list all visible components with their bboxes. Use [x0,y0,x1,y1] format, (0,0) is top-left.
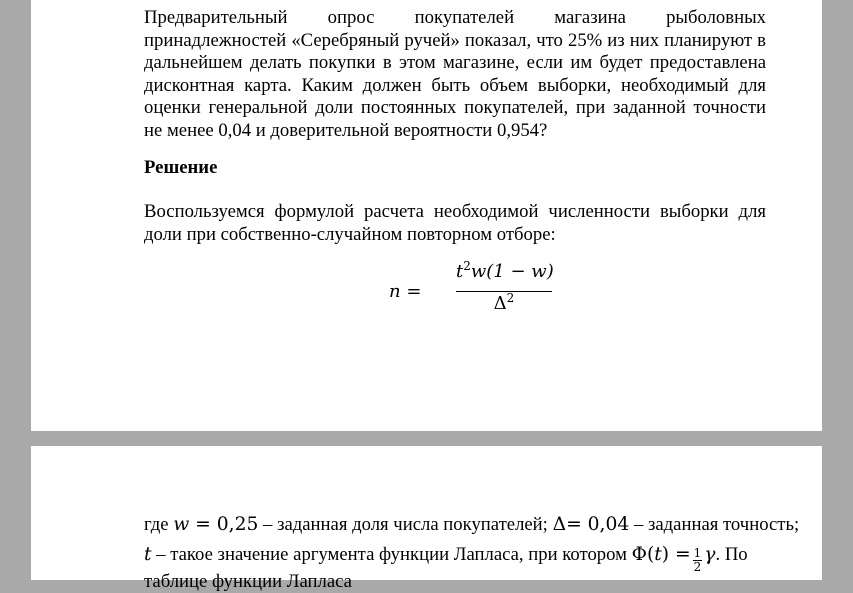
t-variable: t [144,544,152,565]
formula-t-exponent: 2 [463,259,471,273]
variables-line-3-partial: таблице функции Лапласа [144,571,352,592]
where-word: где [144,514,174,535]
formula-lhs: n = [389,281,422,302]
w-variable: w [173,514,190,535]
half-fraction [693,547,703,574]
variables-line-2 [144,544,769,574]
formula-t: t [456,261,464,282]
formula-denominator [456,293,552,314]
formula-numerator-rest: w(1 − w) [470,261,554,282]
solution-heading: Решение [144,157,218,178]
fraction-bar [456,291,552,292]
t-description: – такое значение аргумента функции Лапласа, при котором [151,544,632,565]
phi-symbol: Φ( [631,544,655,565]
formula-delta-exponent: 2 [506,291,515,305]
delta-description: – заданная точность; [629,514,800,535]
delta-value: = 0,04 [566,514,630,535]
document-page-1 [31,0,822,431]
half-denominator: 2 [693,560,702,574]
line-tail: . По [715,544,748,565]
phi-argument: t [654,544,662,565]
gamma-symbol: γ [704,544,716,565]
formula-delta: Δ [493,293,507,314]
document-page-2 [31,446,822,592]
variables-line-1 [144,514,800,536]
w-value: = 0,25 [189,514,259,535]
phi-close: ) = [661,544,691,565]
delta-symbol: Δ [552,514,567,535]
solution-intro: Воспользуемся формулой расчета необходимой численности выборки для доли при собственно-случайном повторном отборе: [144,201,766,245]
formula-numerator [456,261,552,282]
w-description: – заданная доля числа покупателей; [258,514,553,535]
half-numerator: 1 [693,546,702,560]
problem-statement: Предварительный опрос покупателей магазина рыболовных принадлежностей «Серебряный ручей» показал, что 25% из них планируют в дальнейшем делать покупки в этом магазине, если им будет предоставлена дисконтная карта. Каким должен быть объем выборки, необходимый для оценки генеральной доли постоянных покупателей, при заданной точности не менее 0,04 и доверительной вероятности 0,954? [144,7,766,141]
